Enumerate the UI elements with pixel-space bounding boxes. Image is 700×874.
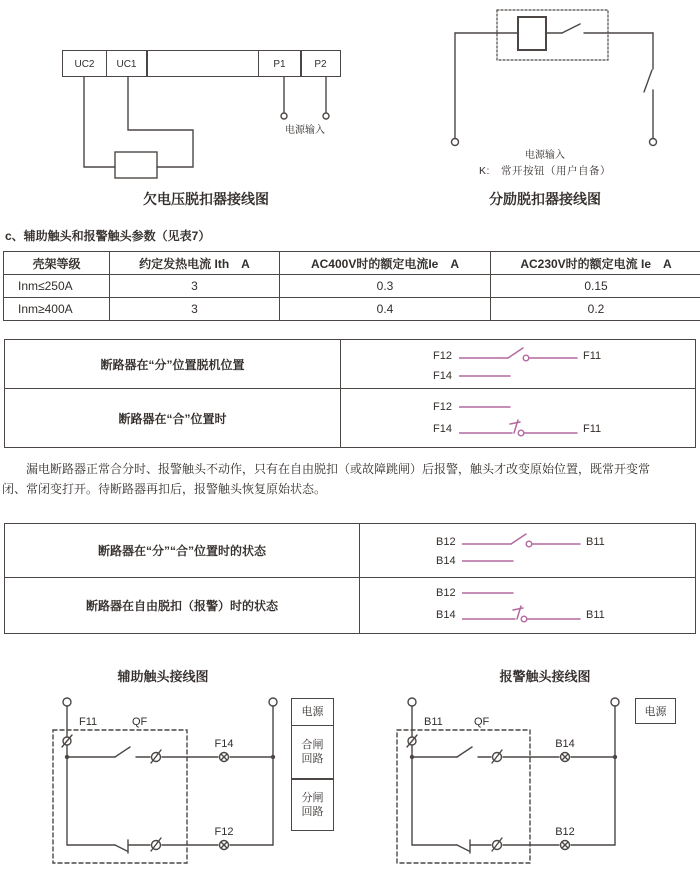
table-row <box>5 389 696 448</box>
open-contact-symbol <box>459 345 581 367</box>
contact-line <box>433 365 513 387</box>
contact-label: F12 <box>433 350 452 362</box>
alarm-contact-state-table <box>4 523 696 634</box>
contact-label: B12 <box>436 536 456 548</box>
header-thermal-current: 约定发热电流 Ith A <box>110 252 280 275</box>
shunt-power-input-label: 电源输入 <box>525 150 565 161</box>
aux-circuit-legend <box>291 698 334 831</box>
contact-line <box>436 604 605 626</box>
alarm-breaker-label: QF <box>474 716 490 728</box>
aux-wiring-title: 辅助触头接线图 <box>117 669 209 684</box>
contact-line <box>433 345 601 367</box>
table-row <box>5 340 696 389</box>
aux-lamp-bottom-label: F12 <box>214 826 234 838</box>
cell-ac230-400: 0.2 <box>491 298 700 321</box>
closed-contact-symbol <box>462 603 584 627</box>
alarm-legend-power: 电源 <box>635 698 676 724</box>
cell-grade-250: Inm≤250A <box>4 275 110 298</box>
section-heading: c、辅助触头和报警触头参数（见表7） <box>5 229 211 243</box>
state-label-open: 断路器在“分”位置脱机位置 <box>5 340 341 389</box>
contact-line <box>436 550 516 572</box>
terminal-cell-uc1: UC1 <box>106 50 148 77</box>
header-frame-grade: 壳架等级 <box>4 252 110 275</box>
table-row <box>4 298 700 321</box>
table-row <box>4 275 700 298</box>
contact-label: F12 <box>433 401 452 413</box>
legend-power: 电源 <box>291 698 334 726</box>
terminal-cell-p1: P1 <box>258 50 302 77</box>
state-label-tripped: 断路器在自由脱扣（报警）时的状态 <box>5 578 360 634</box>
cell-ith-400: 3 <box>110 298 280 321</box>
table-row <box>5 578 696 634</box>
state-label-normal: 断路器在“分”“合”位置时的状态 <box>5 524 360 578</box>
contact-label: F11 <box>583 350 602 362</box>
contact-label: B14 <box>436 609 456 621</box>
contact-label: B11 <box>586 609 605 621</box>
cell-ac400-400: 0.4 <box>280 298 491 321</box>
alarm-lamp-top-label: B14 <box>555 738 575 750</box>
aux-lamp-top-label: F14 <box>214 738 234 750</box>
contact-line <box>436 582 516 604</box>
alarm-wiring-title: 报警触头接线图 <box>499 669 591 684</box>
terminal-cell-uc2: UC2 <box>62 50 107 77</box>
cell-grade-400: Inm≥400A <box>4 298 110 321</box>
aux-breaker-label: QF <box>132 716 148 728</box>
contact-label: B12 <box>436 587 456 599</box>
cell-ac400-250: 0.3 <box>280 275 491 298</box>
state-diagram-tripped <box>360 578 696 634</box>
state-diagram-normal <box>360 524 696 578</box>
alarm-contact-label: B11 <box>424 716 443 728</box>
header-ac400: AC400V时的额定电流Ie A <box>280 252 491 275</box>
closed-contact-symbol <box>459 417 581 441</box>
legend-opening-circuit: 分闸回路 <box>291 778 334 831</box>
alarm-behavior-paragraph: 漏电断路器正常合分时、报警触头不动作，只有在自由脱扣（或故障跳闸）后报警，触头才改变原始位置，既常开变常闭、常闭变打开。待断路器再扣后，报警触头恢复原始状态。 <box>2 462 651 496</box>
header-ac230: AC230V时的额定电流 Ie A <box>491 252 700 275</box>
alarm-lamp-bottom-label: B12 <box>555 826 575 838</box>
cell-ith-250: 3 <box>110 275 280 298</box>
table-row <box>5 524 696 578</box>
table-header-row <box>4 252 700 275</box>
contact-label: B11 <box>586 536 605 548</box>
cell-ac230-250: 0.15 <box>491 275 700 298</box>
aux-contact-state-table <box>4 339 696 448</box>
uv-power-input-label: 电源输入 <box>285 125 325 136</box>
uv-terminal-bar <box>62 50 341 77</box>
contact-line <box>433 418 601 440</box>
legend-closing-circuit: 合闸回路 <box>291 725 334 780</box>
uv-diagram-title: 欠电压脱扣器接线图 <box>143 191 269 207</box>
contact-params-table <box>3 251 700 321</box>
contact-line <box>433 396 513 418</box>
plain-lead-symbol <box>459 396 513 418</box>
terminal-cell-blank <box>146 50 259 77</box>
plain-lead-symbol <box>459 365 513 387</box>
state-diagram-open <box>341 340 696 389</box>
shunt-wiring-svg <box>440 5 680 150</box>
contact-label: F14 <box>433 423 452 435</box>
plain-lead-symbol <box>462 550 516 572</box>
state-label-closed: 断路器在“合”位置时 <box>5 389 341 448</box>
aux-contact-label: F11 <box>79 716 98 728</box>
contact-label: F14 <box>433 370 452 382</box>
state-diagram-closed <box>341 389 696 448</box>
contact-label: B14 <box>436 555 456 567</box>
shunt-diagram-title: 分励脱扣器接线图 <box>489 191 601 207</box>
plain-lead-symbol <box>462 582 516 604</box>
terminal-cell-p2: P2 <box>300 50 341 77</box>
shunt-note-label: K: 常开按钮（用户自备） <box>479 165 611 177</box>
contact-label: F11 <box>583 423 602 435</box>
